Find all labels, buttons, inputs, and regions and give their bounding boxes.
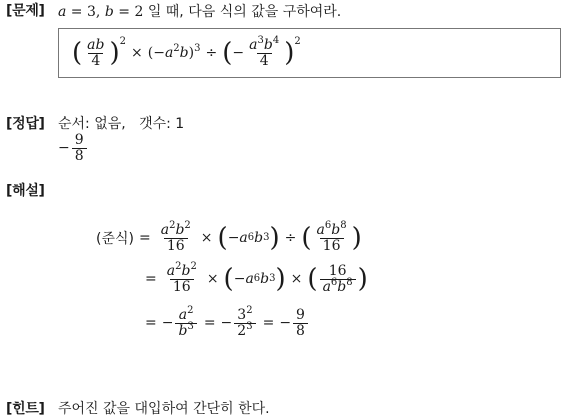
hint-label: [힌트] xyxy=(6,401,45,417)
problem-label: [문제] xyxy=(6,3,45,19)
problem-statement: a = 3, b = 2 일 때, 다음 식의 값을 구하여라. xyxy=(58,4,342,20)
hint-text: 주어진 값을 대입하여 간단히 한다. xyxy=(58,401,270,417)
solution-line-3: = − $\frac{a^2}{b^3}$ = − $\frac{3^2}{2^3}$ = − $\frac{9}{8}$ xyxy=(140,303,310,343)
solution-label: [해설] xyxy=(6,183,45,199)
answer-label: [정답] xyxy=(6,116,45,132)
answer-value: − $\frac{9}{8}$ xyxy=(58,131,89,165)
problem-expression: ( $\frac{ab}{4}$ ) 2 × $(-a^2b)^3$ ÷ ( − $\frac{a^3b^4}{4}$ ) 2 xyxy=(72,34,301,69)
solution-line-2: = $\frac{a^2b^2}{16}$ × ( − a 6 b 3 ) × ( $\frac{16}{a^6b^8}$ ) xyxy=(145,260,368,295)
solution-line-1: (준식) = $\frac{a^2b^2}{16}$ × ( − a 6 b 3 ) ÷ ( $\frac{a^6b^8}{16}$ ) xyxy=(96,219,362,254)
answer-meta: 순서: 없음, 갯수: 1 xyxy=(58,116,185,132)
